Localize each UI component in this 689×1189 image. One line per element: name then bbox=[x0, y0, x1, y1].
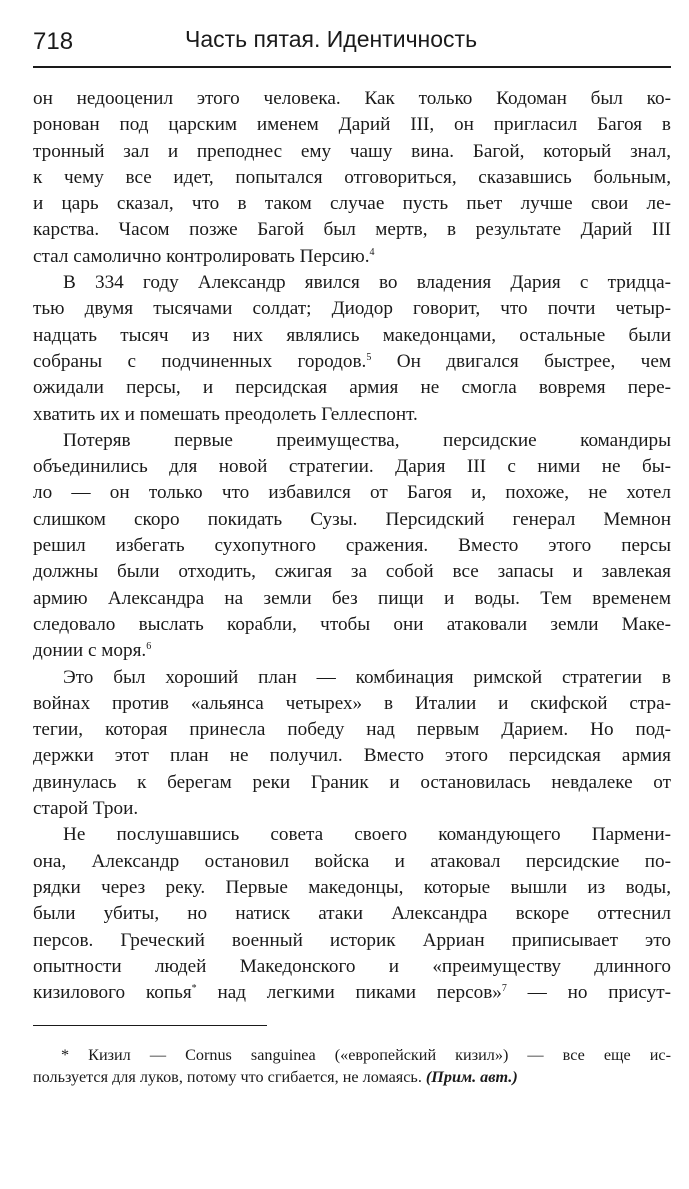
text-fragment: кизилового копья bbox=[33, 982, 192, 1004]
footnote-text: Кизил — Cornus sanguinea («европейский кизил») — все еще ис- bbox=[69, 1046, 671, 1064]
text-line: тронный зал и преподнес ему чашу вина. Багой, который знал, bbox=[33, 140, 671, 162]
footnote-ref: 6 bbox=[146, 641, 152, 653]
text-line: В 334 году Александр явился во владения Дария с тридца- bbox=[63, 272, 671, 294]
footnote-divider bbox=[33, 1025, 267, 1026]
text-line: тегии, которая принесла победу над первым Дарием. Но под- bbox=[33, 719, 671, 741]
text-line: войнах против «альянса четырех» в Италии и скифской стра- bbox=[33, 692, 671, 714]
running-header bbox=[33, 26, 671, 68]
footnote-ref: * bbox=[191, 983, 197, 995]
text-line: следовало выслать корабли, чтобы они атаковали земли Маке- bbox=[33, 613, 671, 635]
text-line: карства. Часом позже Багой был мертв, в результате Дарий III bbox=[33, 219, 671, 241]
text-line: старой Трои. bbox=[33, 798, 139, 820]
text-fragment: стал самолично контролировать Персию. bbox=[33, 245, 370, 267]
text-line: хватить их и помешать преодолеть Геллеспонт. bbox=[33, 403, 418, 425]
footnote-author-note: (Прим. авт.) bbox=[425, 1068, 518, 1086]
text-line bbox=[33, 349, 671, 375]
text-line: надцать тысяч из них являлись македонцами, остальные были bbox=[33, 324, 671, 346]
footnote-ref: 7 bbox=[501, 983, 507, 995]
footnote bbox=[33, 1044, 671, 1088]
text-line: персов. Греческий военный историк Арриан приписывает это bbox=[33, 929, 671, 951]
footnote-ref: 4 bbox=[369, 246, 375, 258]
page-number: 718 bbox=[33, 28, 74, 55]
footnote-marker: * bbox=[61, 1046, 70, 1064]
text-line: слишком скоро покидать Сузы. Персидский генерал Мемнон bbox=[33, 508, 671, 530]
footnote-line bbox=[33, 1044, 671, 1066]
text-line bbox=[33, 244, 671, 270]
text-line: и царь сказал, что в таком случае пусть пьет лучше свои ле- bbox=[33, 193, 671, 215]
text-line: опытности людей Македонского и «преимуществу длинного bbox=[33, 955, 671, 977]
footnote-ref: 5 bbox=[366, 351, 372, 363]
text-line: ронован под царским именем Дарий III, он пригласил Багоя в bbox=[33, 114, 671, 136]
footnote-text: пользуется для луков, потому что сгибается, не ломаясь. bbox=[33, 1068, 422, 1086]
text-line: решил избегать сухопутного сражения. Вместо этого персы bbox=[33, 535, 671, 557]
text-line bbox=[33, 638, 671, 664]
text-line: двинулась к берегам реки Граник и остановилась невдалеке от bbox=[33, 771, 671, 793]
footnote-line bbox=[33, 1066, 671, 1088]
text-line: должны были отходить, сжигая за собой все запасы и завлекая bbox=[33, 561, 671, 583]
text-fragment: собраны с подчиненных городов. bbox=[33, 350, 367, 372]
text-line: ло — он только что избавился от Багоя и, похоже, не хотел bbox=[33, 482, 671, 504]
text-fragment: Он двигался быстрее, чем bbox=[371, 350, 671, 372]
text-line: он недооценил этого человека. Как только Кодоман был ко- bbox=[33, 88, 671, 109]
text-line: к чему все идет, попытался отговориться, сказавшись больным, bbox=[33, 166, 671, 188]
text-line bbox=[33, 980, 671, 1006]
running-head-title: Часть пятая. Идентичность bbox=[185, 26, 478, 52]
text-fragment: — но присут- bbox=[506, 982, 671, 1004]
main-text bbox=[33, 86, 671, 1006]
text-line: рядки через реку. Первые македонцы, которые вышли из воды, bbox=[33, 876, 671, 898]
text-line: тью двумя тысячами солдат; Диодор говорит, что почти четыр- bbox=[33, 298, 671, 320]
text-line: были убиты, но натиск атаки Александра вскоре оттеснил bbox=[33, 903, 671, 925]
text-line: ожидали персы, и персидская армия не смогла вовремя пере- bbox=[33, 377, 671, 399]
text-line: Не послушавшись совета своего командующего Пармени- bbox=[63, 824, 671, 846]
text-fragment: над легкими пиками персов» bbox=[196, 982, 502, 1004]
text-line: армию Александра на земли без пищи и воды. Тем временем bbox=[33, 587, 671, 609]
text-line: держки этот план не получил. Вместо этого персидская армия bbox=[33, 745, 671, 767]
text-line: она, Александр остановил войска и атаковал персидские по- bbox=[33, 850, 671, 872]
text-line: объединились для новой стратегии. Дария III с ними не бы- bbox=[33, 456, 671, 478]
text-line: Потеряв первые преимущества, персидские командиры bbox=[63, 429, 671, 451]
text-fragment: донии с моря. bbox=[33, 640, 147, 662]
text-line: Это был хороший план — комбинация римской стратегии в bbox=[63, 666, 671, 688]
